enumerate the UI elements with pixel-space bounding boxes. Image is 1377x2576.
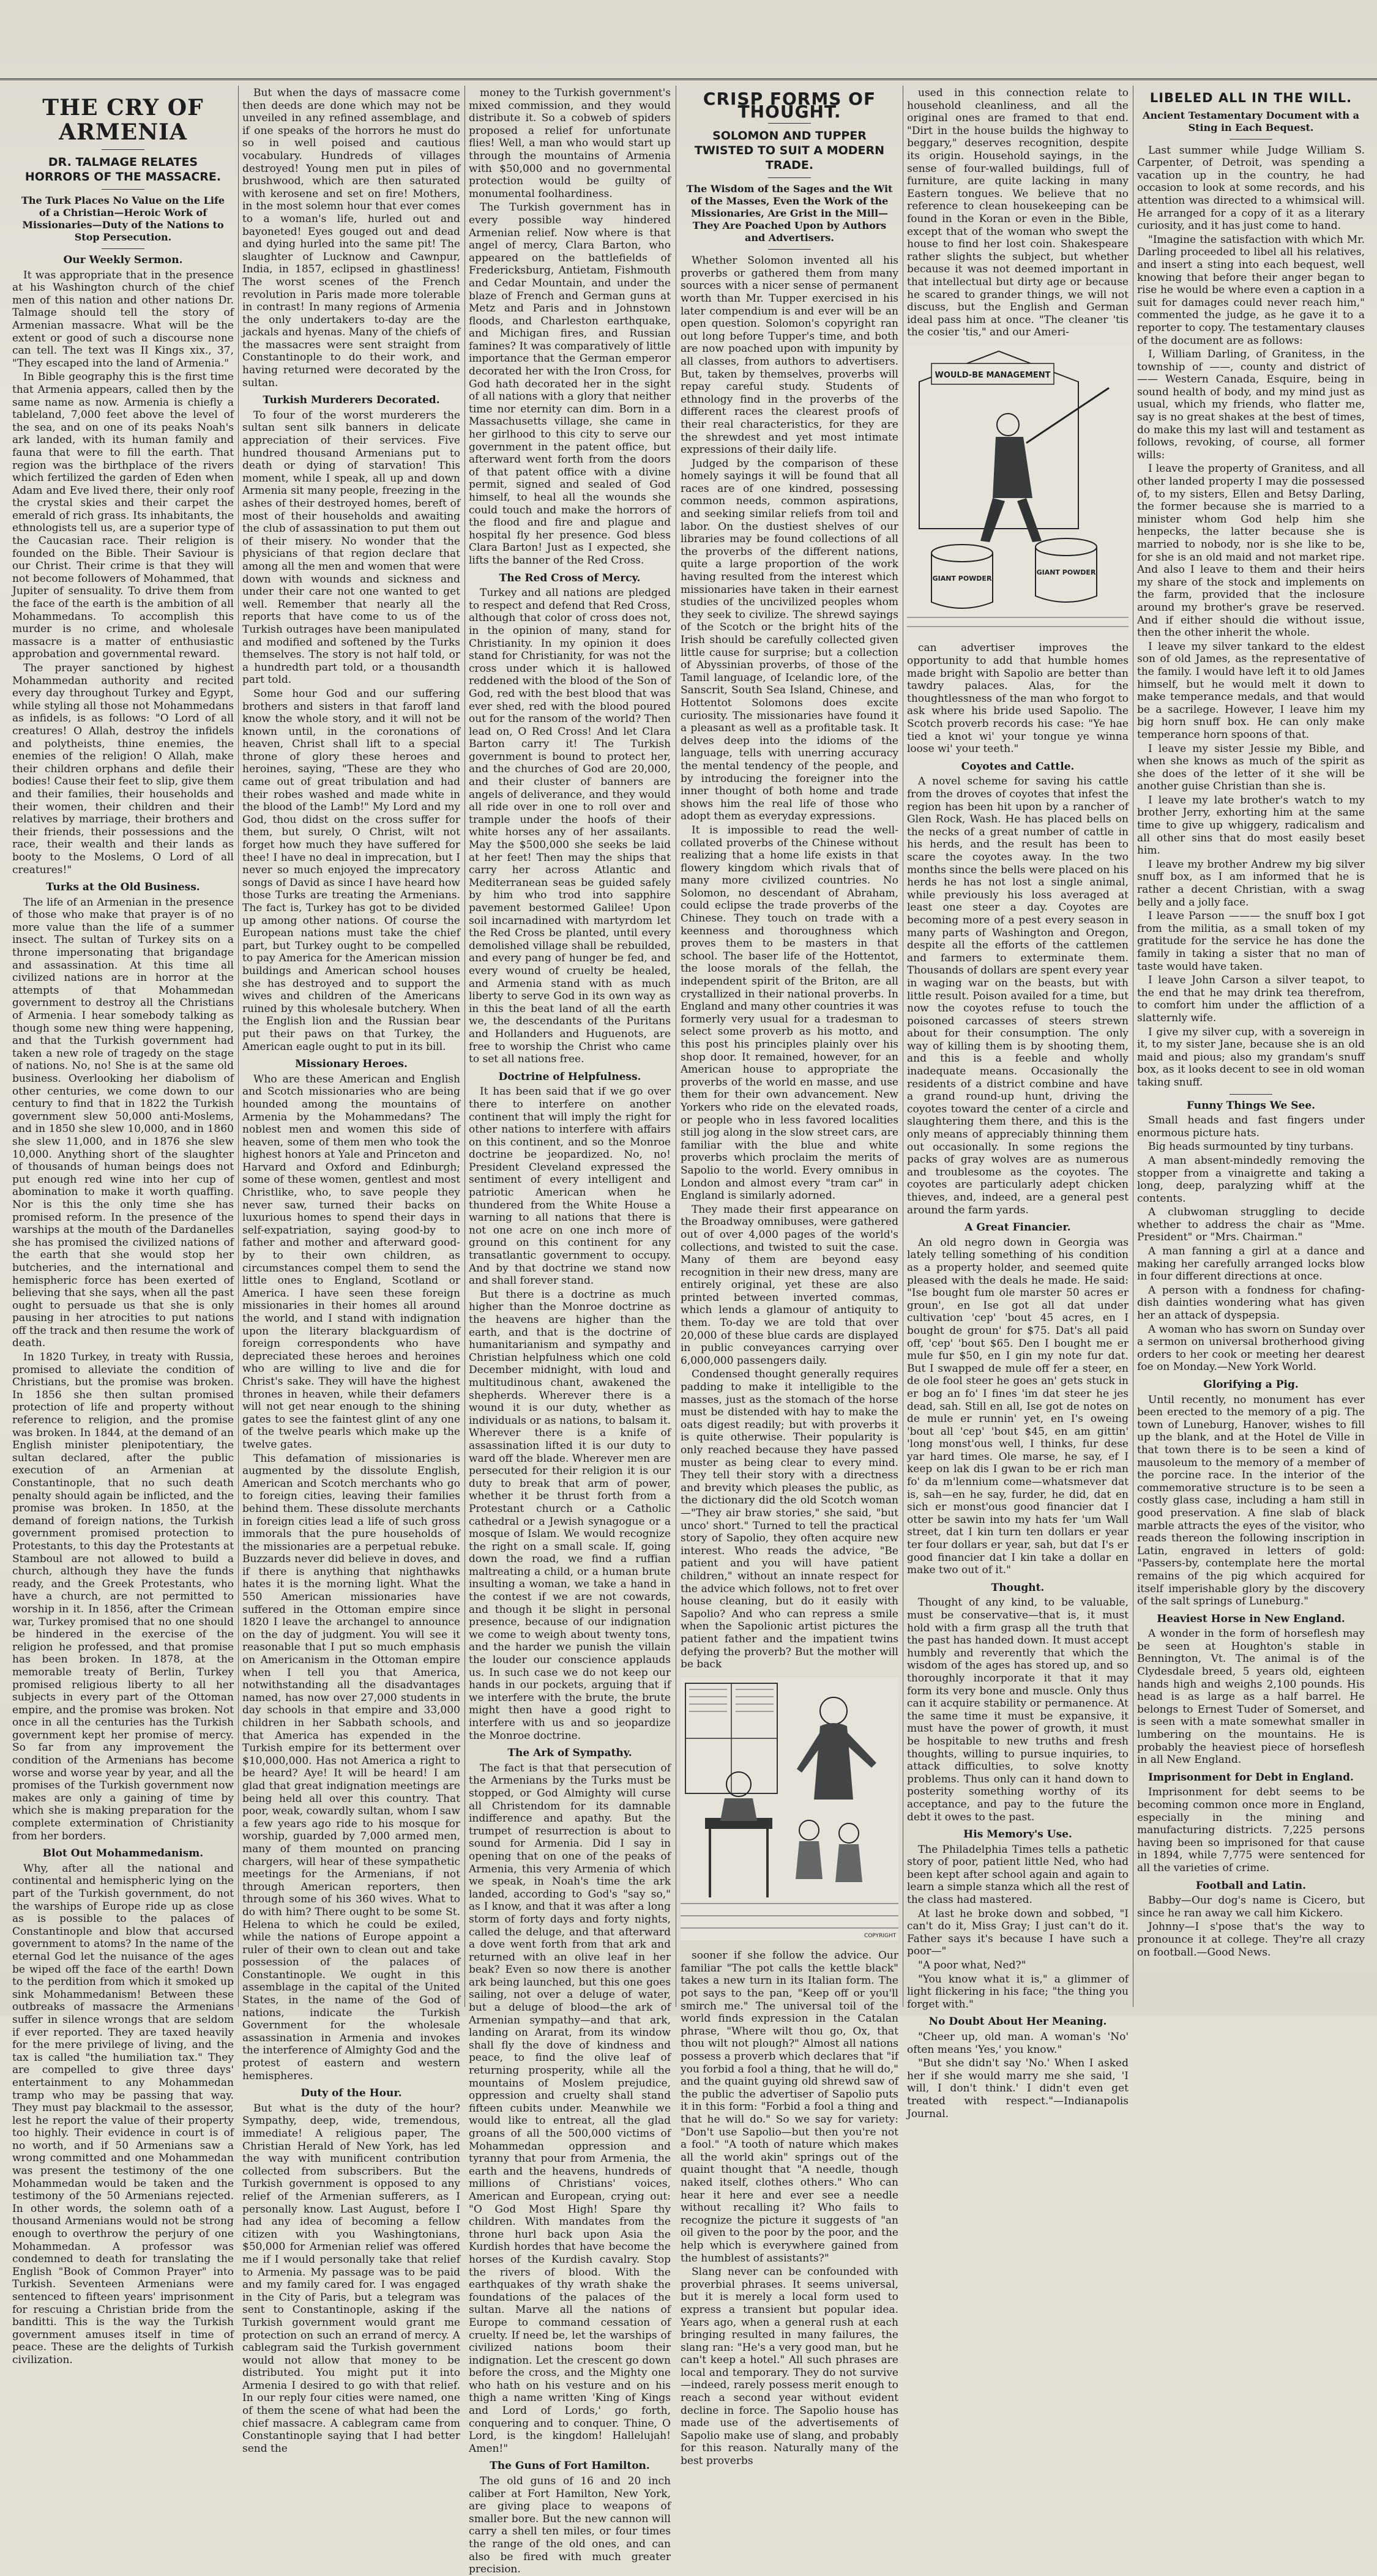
- divider: [1230, 139, 1272, 140]
- paragraph: Judged by the comparison of these homely sayings it will be found that all races are of one kindred, possessing common needs, common aspirations, and seeking similar reliefs from toil and labor. On the dustiest shelves of our libraries may be found collections of all the proverbs of the different nations, quite a large proportion of the work having resulted from the interest which missionaries have taken in their earnest studies of the uncivilized peoples whom they seek to civilize. The shrewd sayings of the Scotch or the bright hits of the Irish should be carefully collected given little cause for surprise; but a collection of Abyssinian proverbs, of those of the Tamil language, of Icelandic lore, of the Sanscrit, South Sea Island, Chinese, and Hottentot Solomons does excite curiosity. The missionaries have found it a pleasant as well as a profitable task. It delves deep into the idioms of the language, tells with unerring accuracy the mental tendency of the people, and by introducing the foreigner into the inner thought of both home and trade shows him the real life of those who adopt them as everyday expressions.: [681, 457, 898, 823]
- paragraph: used in this connection relate to household cleanliness, and all the original ones are framed to that end. "Dirt in the house builds the highway to beggary," deserves recognition, despite its origin. Household sayings, in the sense of four-walled buildings, full of furniture, are quite lacking in many Eastern tongues. We believe that no reference to clean housekeeping can be found in the Koran or even in the Bible, except that of the woman who swept the house to find her lost coin. Shakespeare rather slights the subject, but whether because it was not deemed important in that intellectual but dirty age or because he scared to grander things, we will not discuss, but the English and German ideal pass him at once. "The cleaner 'tis the cosier 'tis," and our Ameri-: [907, 87, 1129, 339]
- subhead-imprisonment: Imprisonment for Debt in England.: [1148, 1771, 1354, 1784]
- paragraph: "Cheer up, old man. A woman's 'No' often means 'Yes,' you know.": [907, 2031, 1129, 2056]
- column-6: [1137, 87, 1365, 2002]
- paragraph: The fact is that that persecution of the Armenians by the Turks must be stopped, or God Almighty will curse all Christendom for its damnable indifference and apathy. But the trumpet of resurrection is about to sound for Armenia. Did I say in opening that on one of the peaks of Armenia, this very Armenia of which we speak, in Noah's time the ark landed, according to God's "say so," as I know, and that it was after a long storm of forty days and forty nights, called the deluge, and that afterward a dove went forth from that ark and returned with an olive leaf in her beak? Even so now there is another ark being launched, but this one goes sailing, not over a deluge of water, but a deluge of blood—the ark of Armenian sympathy—and that ark, landing on Ararat, from its window shall fly the dove of kindness and peace, to find the olive leaf of returning prosperity, while all the mountains of Moslem prejudice, oppression and cruelty shall stand fifteen cubits under. Meanwhile we would like to entreat, all the glad groans of all the 500,000 victims of Mohammedan oppression and tyranny that pour from Armenia, the earth and the heavens, hundreds of millions of Christians' voices, American and European, crying out: "O God Most High! Spare thy children. With mandates from the throne hurl back upon Asia the Kurdish hordes that have become the horses of the Kurdish cavalry. Stop the rivers of blood. With the earthquakes of thy wrath shake the foundations of the palaces of the sultan. Marve all the nations of Europe to command cessation of cruelty. If need be, let the warships of civilized nations boom their indignation. Let the crescent go down before the cross, and the Mighty one who hath on his vesture and on his thigh a name written 'King of Kings and Lord of Lords,' go forth, conquering and to conquer. Thine, O Lord, is the kingdom! Hallelujah! Amen!": [469, 1762, 671, 2455]
- paragraph: can advertiser improves the opportunity to add that humble homes made bright with Sapolio are better than tawdry palaces. Alas, for the thoughtlessness of the man who forgot to ask where his bride used Sapolio. The Scotch proverb records his case: "Ye hae tied a knot wi' your tongue ye winna loose wi' your teeth.": [907, 642, 1129, 756]
- paragraph: Slang never can be confounded with proverbial phrases. It seems universal, but it is merely a local form used to express a transient but popular idea. Years ago, when a general rush at each bringing resulted in many failures, the slang ran: "He's a very good man, but he can't keep a hotel." All such phrases are local and temporary. They do not survive—indeed, rarely possess merit enough to reach a second year without evident decline in force. The Sapolio house has made use of the advertisements of Sapolio make use of slang, and probably for this reason. Naturally many of the best proverbs: [681, 2266, 898, 2468]
- subhead-ark-of-sympathy: The Ark of Sympathy.: [507, 1747, 632, 1760]
- paragraph: To four of the worst murderers the sultan sent silk banners in delicate appreciation of their services. Five hundred thousand Armenians put to death or dying of starvation! This moment, while I speak, all up and down Armenia sit many people, freezing in the ashes of their destroyed homes, bereft of most of their households and awaiting the club of assassination to put them out of their misery. No wonder that the physicians of that region declare that among all the men and women that were down with wounds and sickness and under their care not one wanted to get well. Remember that nearly all the reports that have come to us of the Turkish outrages have been manipulated and modified and softened by the Turks themselves. The story is not half told, or a hundredth part told, or a thousandth part told.: [242, 409, 460, 687]
- paragraph: I leave my brother Andrew my big silver snuff box, as I am informed that he is rather a decent Christian, with a swag belly and a jolly face.: [1137, 858, 1365, 909]
- paragraph: A person with a fondness for chafing-dish dainties wondering what has given her an attack of dyspepsia.: [1137, 1284, 1365, 1322]
- paragraph: Big heads surmounted by tiny turbans.: [1148, 1141, 1354, 1153]
- divider: [768, 177, 811, 178]
- paragraph: An old negro down in Georgia was lately telling something of his condition as a property holder, and seemed quite pleased with the deals he made. He said: "Ise bought fum ole marster 50 acres er groun', en Ise got all dat under cultivation 'cep' 'bout 45 acres, en I bought de groun' for $75. Dat's all paid off, 'cep' 'bout $65. Den I bought me er mule fur $50, en I gin my note fur dat. But I swapped de mule off fer a steer, en de ole fool steer he goes an' gets stuck in er bog an fo' I fines 'im dat steer he jes dead, sah. Still en all, Ise got de notes on de mule er runnin' yet, en I's oweing 'bout all 'cep' 'bout $45, en am gittin' 'long monst'ous well, I thinks, fur dese yar hard times. Ole marse, he say, ef I keep on lak dis I gwan to be er rich man fo' da m'lennium come—whatsmever dat is, sah—en he say, furder, he did, dat en sich er monst'ous good financier dat I otter be sawin into my hats fer 'um Wall street, dat I kin turn ten dollars er year ter four dollars er year, sah, but dat I's er good financier dat I kin take a dollar en make two out of it.": [907, 1236, 1129, 1577]
- subhead-memory-use: His Memory's Use.: [963, 1828, 1072, 1841]
- paragraph: A man fanning a girl at a dance and making her carefully arranged locks blow in four different directions at once.: [1137, 1245, 1365, 1283]
- advert-sign-text: WOULD-BE MANAGEMENT: [935, 370, 1051, 380]
- deck-testamentary: Ancient Testamentary Document with a Sting in Each Bequest.: [1143, 109, 1359, 133]
- paragraph: The old guns of 16 and 20 inch caliber at Fort Hamilton, New York, are giving place to weapons of smaller bore. But the new cannon will carry a shell ten miles, or four times the range of the old ones, and can also be fired with much greater precision.: [469, 2475, 671, 2576]
- paragraph: Who are these American and English and Scotch missionaries who are being hounded among the mountains of Armenia by the Mohammedans? The noblest men and women this side of heaven, some of them men who took the highest honors at Yale and Princeton and Harvard and Oxford and Edinburgh; some of these women, gentlest and most Christlike, who, to save people they never saw, turned their backs on luxurious homes to spend their days in self-expatriation, saying good-by to father and mother and afterward good-by to their own children, as circumstances compel them to send the little ones to England, Scotland or America. I have seen these foreign missionaries in their homes all around the world, and I stand with indignation upon the literary blackguardism of foreign correspondents who have depreciated these heroes and heroines who are willing to live and die for Christ's sake. They will have the highest thrones in heaven, while their defamers will not get near enough to the shining gates to see the faintest glint of any one of the twelve pearls which make up the twelve gates.: [242, 1073, 460, 1451]
- paragraph: A novel scheme for saving his cattle from the droves of coyotes that infest the region has been hit upon by a rancher of Glen Rock, Wash. He has placed bells on the necks of a great number of cattle in his herds, and the result has been to scare the coyotes away. In the two months since the bells were placed on his herds he has not lost a single animal, while previously his loss averaged at least one steer a day. Coyotes are becoming more of a pest every season in many parts of Washington and Oregon, despite all the efforts of the cattlemen and farmers to exterminate them. Thousands of dollars are spent every year in waging war on the beasts, but with little result. Poison availed for a time, but now the coyotes refuse to touch the poisoned carcasses of steers strewn about for their consumption. The only way of killing them is by shooting them, and this is a feeble and wholly inadequate means. Occasionally the residents of a district combine and have a grand round-up hunt, driving the coyotes toward the center of a circle and slaughtering them there, and this is the only means of appreciably thinning them out occasionally. In some regions the packs of gray wolves are as numerous and troublesome as the coyotes. The coyotes are particularly adept chicken thieves, and, indeed, are a general pest around the farm yards.: [907, 775, 1129, 1216]
- powder-illustration: [907, 345, 1129, 636]
- paragraph: "But she didn't say 'No.' When I asked her if she would marry me she said, 'I will, I don't think.' I didn't even get treated with respect."—Indianapolis Journal.: [907, 2057, 1129, 2120]
- headline-cry-of-armenia: THE CRY OF ARMENIA: [42, 95, 204, 145]
- subhead-funny-things: Funny Things We See.: [1186, 1099, 1316, 1112]
- paragraph: It is impossible to read the well-collated proverbs of the Chinese without realizing that a home life exists in that flowery kingdom which rivals that of many more civilized countries. No Solomon, no descendant of Abraham, could eclipse the trade proverbs of the Chinese. They touch on trade with a keenness and thoroughness which proves them to be masters in that school. The baser life of the Hottentot, the loose morals of the fellah, the independent spirit of the Briton, are all crystallized in their national proverbs. In England and many other countries it was formerly very usual for a tradesman to select some proverb as his motto, and this post his principles plainly over his shop door. It remained, however, for an American house to appropriate the proverbs of the world en masse, and use them for their own advancement. New Yorkers who ride on the elevated roads, or people who in less favored localities still jog along in the slow street cars, are familiar with the blue and white proverbs which proclaim the merits of Sapolio to the world. Every omnibus in London and almost every "tram car" in England is similarly adorned.: [681, 824, 898, 1202]
- subdeck-turk: The Turk Places No Value on the Life of a Christian—Heroic Work of Missionaries—Duty of the Nations to Stop Persecution.: [21, 195, 225, 243]
- paragraph: At last he broke down and sobbed, "I can't do it, Miss Gray; I just can't do it. Father says it's because I have such a poor—": [907, 1907, 1129, 1958]
- headline-crisp-forms: CRISP FORMS OF THOUGHT.: [703, 89, 876, 122]
- subhead-red-cross: The Red Cross of Mercy.: [499, 571, 641, 584]
- paragraph: Babby—Our dog's name is Cicero, but since he ran away we call him Kickero.: [1137, 1894, 1365, 1919]
- subhead-coyotes: Coyotes and Cattle.: [961, 760, 1075, 773]
- subhead-murderers-decorated: Turkish Murderers Decorated.: [263, 394, 440, 407]
- subhead-weekly-sermon: Our Weekly Sermon.: [63, 254, 183, 266]
- headline-libeled: LIBELED ALL IN THE WILL.: [1149, 91, 1353, 105]
- paragraph: Last summer while Judge William S. Carpenter, of Detroit, was spending a vacation up in the country, he had occasion to look at some records, and his attention was directed to a whimsical will. He arranged for a copy of it as a literary curiosity, and it has just come to hand.: [1137, 144, 1365, 233]
- paragraph: In 1820 Turkey, in treaty with Russia, promised to alleviate the condition of Christians, but the promise was broken. In 1856 she then sultan promised protection of life and property without reference to religion, and the promise was broken. In 1844, at the demand of an English minister plenipotentiary, the sultan declared, after the public execution of an Armenian at Constantinople, that no such death penalty should again be inflicted, and the promise was broken. In 1850, at the demand of foreign nations, the Turkish government promised protection to Protestants, to this day the Protestants at Stamboul are not allowed to build a church, although they have the funds ready, and the Greek Protestants, who have a church, are not permitted to worship in it. In 1856, after the Crimean war, Turkey promised that no one should be hindered in the exercise of the religion he professed, and that promise has been broken. In 1878, at the memorable treaty of Berlin, Turkey promised religious liberty to all her subjects in every part of the Ottoman empire, and the promise was broken. Not once in all the centuries has the Turkish government kept her promise of mercy. So far from any improvement the condition of the Armenians has become worse and worse year by year, and all the promises of the Turkish government now makes are only a gaining of time by which she is making preparation for the complete extermination of Christianity from her borders.: [12, 1351, 234, 1842]
- powder-label-right: GIANT POWDER: [1036, 568, 1096, 576]
- column-3: [469, 87, 671, 2576]
- paragraph: But there is a doctrine as much higher than the Monroe doctrine as the heavens are higher than the earth, and that is the doctrine of humanitarianism and sympathy and Christian helpfulness which one cold December midnight, with loud and multitudinous chant, awakened the shepherds. Wherever there is a wound it is our duty, whether as individuals or as nations, to balsam it. Wherever there is a knife of assassination lifted it is our duty to ward off the blade. Wherever men are persecuted for their religion it is our duty to break that arm of power, whether it be thrust forth from a Protestant church or a Catholic cathedral or a Jewish synagogue or a mosque of Islam. We would recognize the right on a small scale. If, going down the road, we find a ruffian maltreating a child, or a human brute insulting a woman, we take a hand in the contest if we are not cowards, and though it be slight in personal presence, because of our indignation we come to weigh about twenty tons, and the harder we punish the villain the louder our conscience applauds us. In such case we do not keep our hands in our pockets, arguing that if we interfere with the brute, the brute might then have a good right to interfere with us and so jeopardize the Monroe doctrine.: [469, 1288, 671, 1742]
- paragraph: "You know what it is," a glimmer of light flickering in his face; "the thing you forget with.": [907, 1973, 1129, 2011]
- column-5: [907, 87, 1129, 2120]
- divider: [768, 123, 811, 124]
- paragraph: The life of an Armenian in the presence of those who make that prayer is of no more value than the life of a summer insect. The sultan of Turkey sits on a throne impersonating that brigandage and assassination. At this time all civilized nations are in horror at the attempts of that Mohammedan government to destroy all the Christians of Armenia. I hear somebody talking as though some new thing were happening, and that the Turkish government had taken a new role of tragedy on the stage of nations. No, no! She is at the same old business. Overlooking her diabolism of other centuries, we come down to our century to find that in 1822 the Turkish government slew 50,000 anti-Moslems, and in 1850 she slew 10,000, and in 1860 she slew 11,000, and in 1876 she slew 10,000. Anything short of the slaughter of thousands of human beings does not put enough red wine into her cup of abomination to make it worth quaffing. Nor is this the only time she has promised reform. In the presence of the warships at the mouth of the Dardanelles she has promised the civilized nations of the earth that she would stop her butcheries, and the international and hemispheric force has been exerted of believing that she says, when all the past ought to persuade us that she is only pausing in her atrocities to put nations off the track and then resume the work of death.: [12, 896, 234, 1350]
- paragraph: I leave my sister Jessie my Bible, and when she knows as much of the spirit as she does of the letter of it she will be another guise Christian than she is.: [1137, 742, 1365, 793]
- paragraph: I give my silver cup, with a sovereign in it, to my sister Jane, because she is an old maid and pious; also my grandam's snuff box, as it looks decent to see in old woman taking snuff.: [1137, 1026, 1365, 1089]
- paragraph: I, William Darling, of Granitess, in the township of ——, county and district of —— Western Canada, Esquire, being in sound health of body, and my mind just as usual, which my friends, who flatter me, say is no great shakes at the best of times, do make this my last will and testament as follows, revoking, of course, all former wills:: [1137, 348, 1365, 461]
- divider: [102, 248, 144, 249]
- subhead-fort-hamilton: The Guns of Fort Hamilton.: [490, 2460, 650, 2473]
- paragraph: A woman who has sworn on Sunday over a sermon on universal brotherhood giving orders to her cook or meeting her dearest foe on Monday.—New York World.: [1137, 1323, 1365, 1374]
- column-4: [681, 87, 898, 2468]
- paragraph: Until recently, no monument has ever been erected to the memory of a pig. The town of Luneburg, Hanover, wishes to fill up the blank, and at the Hotel de Ville in that town there is to be seen a kind of mausoleum to the memory of a member of the porcine race. In the interior of the commemorative structure is to be seen a costly glass case, including a ham still in good preservation. A fine slab of black marble attracts the eyes of the visitor, who reads thereon the following inscription in Latin, engraved in letters of gold: "Passers-by, contemplate here the mortal remains of the pig which acquired for itself imperishable glory by the discovery of the salt springs of Luneburg.": [1137, 1393, 1365, 1608]
- paragraph: I leave my late brother's watch to my brother Jerry, exhorting him at the same time to give up whiggery, radicalism and all other sins that do most easily beset him.: [1137, 794, 1365, 857]
- deck-solomon-tupper: SOLOMON AND TUPPER TWISTED TO SUIT A MODERN TRADE.: [694, 129, 885, 173]
- paragraph: Whether Solomon invented all his proverbs or gathered them from many sources with a nicer sense of permanent worth than Mr. Tupper exercised in his later compendium is and ever will be an open question. Solomon's copyright ran out long before Tupper's time, and both are now poached upon with impunity by all classes, from authors to advertisers. But, taken by themselves, proverbs will repay careful study. Students of ethnology find in the proverbs of the different races the clearest proofs of their real characteristics, for they are the shrewdest and yet most intimate expressions of their daily life.: [681, 255, 898, 456]
- paragraph: I leave Parson ——— the snuff box I got from the militia, as a small token of my gratitude for the service he has done the family in taking a sister that no man of taste would have taken.: [1137, 910, 1365, 973]
- paragraph: This defamation of missionaries is augmented by the dissolute English, American and Scotch merchants who go to foreign cities, leaving their families behind them. These dissolute merchants in foreign cities lead a life of such gross immorals that the pure households of the missionaries are a perpetual rebuke. Buzzards never did believe in doves, and if there is anything that nighthawks hates it is the morning light. What the 550 American missionaries have suffered in the Ottoman empire since 1820 I leave the archangel to announce on the day of judgment. You will see it reasonable that I put so much emphasis on Americanism in the Ottoman empire when I tell you that America, notwithstanding all the disadvantages named, has now over 27,000 students in day schools in that empire and 33,000 children in her Sabbath schools, and that America has expended in the Turkish empire for its betterment over $10,000,000. Has not America a right to be heard? Aye! It will be heard! I am glad that great indignation meetings are being held all over this country. That poor, weak, cowardly sultan, whom I saw a few years ago ride to his mosque for worship, guarded by 7,000 armed men, many of them mounted on prancing chargers, will hear of these sympathetic meetings for the Armenians, if not through American reporters, then through some of his 360 wives. What to do with him? There ought to be some St. Helena to which he could be exiled, while the nations of Europe appoint a ruler of their own to clean out and take possession of the palaces of Constantinople. We ought in this assemblage in the capital of the United States, in the name of the God of nations, indicate the Turkish Government for the wholesale assassination in Armenia and invokes the interference of Almighty God and the protest of eastern and western hemispheres.: [242, 1452, 460, 2082]
- subhead-helpfulness: Doctrine of Helpfulness.: [498, 1070, 641, 1083]
- paragraph: Johnny—I s'pose that's the way to pronounce it at college. They're all crazy on football.—Good News.: [1137, 1921, 1365, 1959]
- paragraph: It has been said that if we go over there to interfere on another continent that will imply the right for other nations to interfere with affairs on this continent, and so the Monroe doctrine be jeopardized. No, no! President Cleveland expressed the sentiment of every intelligent and patriotic American when he thundered from the White House a warning to all nations that there is not one acre on one inch more of ground on this continent for any transatlantic government to occupy. And by that doctrine we stand now and shall forever stand.: [469, 1085, 671, 1287]
- column-2: [242, 87, 460, 2455]
- column-rule: [238, 86, 239, 2007]
- paragraph: I leave the property of Granitess, and all other landed property I may die possessed of, to my sisters, Ellen and Betsy Darling, the former because she is married to a minister whom God help him she henpecks, the latter because she is married to nobody, nor is she like to be, for she is an old maid and not market ripe. And also I leave to them and their heirs my share of the stock and implements on the farm, provided that the inclosure around my brother's grave be reserved. And if either should die without issue, then the other inherit the whole.: [1137, 463, 1365, 639]
- subhead-blot-out: Blot Out Mohammedanism.: [42, 1847, 204, 1860]
- deck-talmage: DR. TALMAGE RELATES HORRORS OF THE MASSACRE.: [24, 155, 222, 184]
- paragraph: Turkey and all nations are pledged to respect and defend that Red Cross, although that color of cross does not, in the opinion of many, stand for Christianity. In my opinion it does stand for Christianity, for was not the cross under which it is hallowed reddened with the blood of the Son of God, red with the best blood that was ever shed, red with the blood poured out for the ransom of the world? Then lead on, O Red Cross! And let Clara Barton carry it! The Turkish government is bound to protect her, and the churches of God are 20,000, and their cluster of banners are angels of deliverance, and they would all ride over in one to roll over and trample under the hoofs of their white horses any of her assailants. May the $500,000 she seeks be laid at her feet! Then may the ships that carry her across Atlantic and Mediterranean seas be guided safely by him who trod into sapphire pavement bestormed Galilee! Upon soil incarnadined with martyrdom let the Red Cross be planted, until every demolished village shall be rebuilded, and every pang of hunger be fed, and every wound of cruelty be healed, and Armenia stand with as much liberty to serve God in its own way as in this the beat land of all the earth we, the descendants of the Puritans and Hollanders and Huguenots, are free to worship the Christ who came to set all nations free.: [469, 587, 671, 1066]
- paragraph: Some hour God and our suffering brothers and sisters in that faroff land know the whole story, and it will not be known until, in the coronations of heaven, Christ shall lift to a special throne of glory these heroes and heroines, saying, "These are they who came out of great tribulation and had their robes washed and made white in the blood of the Lamb!" My Lord and my God, thou didst on the cross suffer for them, but surely, O Christ, wilt not forget how much they have suffered for thee! I have no deal in imprecation, but I never so much enjoyed the imprecatory songs of David as since I have heard how those Turks are treating the Armenians. The fact is, Turkey has got to be divided up among other nations. Of course the European nations must take the chief part, but Turkey ought to be compelled to pay America for the American mission buildings and American school houses she has destroyed and to support the wives and children of the Americans ruined by this wholesale butchery. When the English lion and the Russian bear put their paws on that Turkey, the American eagle ought to put in its bill.: [242, 687, 460, 1053]
- family-scene-icon: [681, 1677, 898, 1940]
- paragraph: In Bible geography this is the first time that Armenia appears, called then by the same name as now. Armenia is chiefly a tableland, 7,000 feet above the level of the sea, and on one of its peaks Noah's ark landed, with its human family and fauna that were to fill the earth. That region was the birthplace of the rivers which fertilized the garden of Eden when Adam and Eve lived there, their only roof the crystal skies and their carpet the emerald of rich grass. Its inhabitants, the ethnologists tell us, are a superior type of the Caucasian race. Their religion is founded on the Bible. Their Saviour is our Christ. Their crime is that they will not become followers of Mohammed, that Jupiter of sensuality. To drive them from the face of the earth is the ambition of all Mohammedans. To accomplish this murder is no crime, and wholesale massacre is a matter of enthusiastic approbation and governmental reward.: [12, 371, 234, 661]
- subhead-thought: Thought.: [991, 1581, 1045, 1594]
- subhead-financier: A Great Financier.: [965, 1221, 1071, 1234]
- paragraph: I leave my silver tankard to the eldest son of old James, as the representative of the family. I would have left it to old James himself, but he would melt it down to make temperance medals, and that would be a sacrilege. However, I leave him my big horn snuff box. He can only make temperance horn spoons of that.: [1137, 640, 1365, 741]
- paragraph: But when the days of massacre come then deeds are done which may not be unveiled in any refined assemblage, and if one speaks of the horrors he must do so in well poised and cautious vocabulary. Hundreds of villages destroyed! Young men put in piles of brushwood, which are then saturated with kerosene and set on fire! Mothers, in the most solemn hour that ever comes to a woman's life, hurled out and bayoneted! Eyes gouged out and dead and dying hurled into the same pit! The slaughter of Lucknow and Cawnpur, India, in 1857, eclipsed in ghastliness! The worst scenes of the French revolution in Paris made more tolerable in contrast! In many regions of Armenia the only undertakers to-day are the jackals and hyenas. Many of the chiefs of the massacres were sent straight from Constantinople to do their work, and having returned were decorated by the sultan.: [242, 87, 460, 389]
- divider: [102, 149, 144, 150]
- paragraph: money to the Turkish government's mixed commission, and they would distribute it. So a cobweb of spiders proposed a relief for unfortunate flies! Well, a man who would start up through the mountains of Armenia with $50,000 and no governmental protection would be guilty of monumental foolhardiness.: [469, 87, 671, 200]
- paragraph: The Turkish government has in every possible way hindered Armenian relief. Now where is that angel of mercy, Clara Barton, who appeared on the battlefields of Fredericksburg, Antietam, Fishmouth and Cedar Mountain, and under the blaze of French and German guns at Metz and Paris and in Johnstown floods, and Charleston earthquake, and Michigan fires, and Russian famines? It was comparatively of little importance that the German emperor decorated her with the Iron Cross, for God hath decorated her in the sight of all nations with a glory that neither time nor eternity can dim. Born in a Massachusetts village, she came in her girlhood to this city to serve our government in the patent office, but afterward went forth from the doors of that patent office with a divine permit, signed and sealed of God himself, to heal all the wounds she could touch and make the horrors of the flood and fire and plague and hospital fly her presence. God bless Clara Barton! Just as I expected, she lifts the banner of the Red Cross.: [469, 201, 671, 567]
- subhead-heaviest-horse: Heaviest Horse in New England.: [1157, 1612, 1345, 1625]
- subhead-missionary-heroes: Missionary Heroes.: [295, 1058, 408, 1071]
- paragraph: Thought of any kind, to be valuable, must be conservative—that is, it must hold with a firm grasp all the truth that the past has handed down. It must accept humbly and reverently that which the wisdom of the ages has stored up, and so thoroughly incorporate it that it may form its very bone and muscle. Only thus can it acquire stability or permanence. At the same time it must be expansive, it must have the power of growth, it must be hospitable to new truths and fresh thoughts, willing to pursue inquiries, to attack difficulties, to solve knotty problems. Thus only can it hand down to posterity something worthy of its acceptance, and pay to the future the debt it owes to the past.: [907, 1596, 1129, 1823]
- paragraph: Condensed thought generally requires padding to make it intelligible to the masses, just as the stomach of the horse must be distended with hay to make the oats digest readily; but with proverbs it is quite otherwise. Their popularity is only reached because they have passed muster as being clear to every mind. They tell their story with a directness and brevity which pleases the public, as the dictionary did the old Scotch woman—"They air braw stories," she said, "but unco' short." Turned to tell the practical story of Sapolio, they often acquire new interest. Who reads the advice, "Be patient and you will have patient children," without an innate respect for the advice which follows, not to fret over house cleaning, but do it easily with Sapolio? And who can repress a smile when the Sapolionic artist pictures the patient father and the impatient twins defying the proverb? But the mother will be back: [681, 1368, 898, 1671]
- divider: [102, 189, 144, 190]
- subhead-glorifying-pig: Glorifying a Pig.: [1203, 1379, 1299, 1391]
- paragraph: "Imagine the satisfaction with which Mr. Darling proceeded to libel all his relatives, and insert a sting into each bequest, well knowing that before their anger began to rise he would be where even a caption in a suit for damages could never reach him," commented the judge, as he gave it to a reporter to copy. The testamentary clauses of the document are as follows:: [1137, 233, 1365, 347]
- subhead-football-latin: Football and Latin.: [1195, 1879, 1307, 1892]
- paragraph: It was appropriate that in the presence at his Washington church of the chief men of this nation and other nations Dr. Talmage should tell the story of Armenian massacre. What will be the extent or good of such a discourse none can tell. The text was II Kings xix., 37, "They escaped into the land of Armenia.": [12, 269, 234, 370]
- paragraph: They made their first appearance on the Broadway omnibuses, were gathered out of over 4,000 pages of the world's collections, and twisted to suit the case. Many of them are beyond easy recognition in their new dress, many are entirely original, yet these are also printed between inverted commas, which lends a glamour of antiquity to them. To-day we are told that over 20,000 of these blue cards are displayed in public conveyances carrying over 6,000,000 passengers daily.: [681, 1203, 898, 1367]
- subdeck-wisdom: The Wisdom of the Sages and the Wit of the Masses, Even the Work of the Missionaries, Are Grist in the Mill—They Are Poached Upon by Authors and Advertisers.: [686, 183, 893, 244]
- paragraph: Why, after all the national and continental and hemispheric lying on the part of the Turkish government, do not the warships of Europe ride up as close as is possible to the palaces of Constantinople and blow that accursed government to atoms? In the name of the eternal God let the nuisance of the ages be wiped off the face of the earth! Down to the perdition from which it smoked up sink Mohammedanism! Between these outbreaks of massacre the Armenians suffer in silence wrongs that are seldom if ever reported. They are taxed heavily for the mere privilege of living, and the tax is called "the humiliation tax." They are compelled to give three days' entertainment to any Mohammedan tramp who may be passing that way. They must pay blackmail to the assessor, lest he report the value of their property too highly. Their evidence in court is of no worth, and if 50 Armenians saw a wrong committed and one Mohammedan was present the testimony of the one Mohammedan would be taken and the testimony of the 50 Armenians rejected. In other words, the solemn oath of a thousand Armenians would not be strong enough to overthrow the perjury of one Mohammedan. A professor was condemned to death for translating the English "Book of Common Prayer" into Turkish. Seventeen Armenians were sentenced to fifteen years' imprisonment for rescuing a Christian bride from the banditti. This is the way the Turkish government amuses itself in time of peace. These are the delights of Turkish civilization.: [12, 1862, 234, 2366]
- paragraph: The Philadelphia Times tells a pathetic story of poor, patient little Ned, who had been kept after school again and again to learn a simple stanza which all the rest of the class had mastered.: [907, 1843, 1129, 1907]
- paragraph: A wonder in the form of horseflesh may be seen at Houghton's stable in Bennington, Vt. The animal is of the Clydesdale breed, 5 years old, eighteen hands high and weighs 2,100 pounds. His head is as large as a half barrel. He belongs to Ernest Tuder of Somerset, and is seen with a mate somewhat smaller in lumbering on the mountains. He is probably the heaviest piece of horseflesh in all New England.: [1137, 1628, 1365, 1766]
- paragraph: The prayer sanctioned by highest Mohammedan authority and recited every day throughout Turkey and Egypt, while styling all those not Mohammedans as infidels, is as follows: "O Lord of all creatures! O Allah, destroy the infidels and polytheists, thine enemies, the enemies of the religion! O Allah, make their children orphans and defile their bodies! Cause their feet to slip, give them and their families, their households and their women, their children and their relatives by marriage, their brothers and their friends, their possessions and the race, their wealth and their lands as booty to the Moslems, O Lord of all creatures!": [12, 662, 234, 876]
- paragraph: Small heads and fast fingers under enormous picture hats.: [1137, 1114, 1365, 1139]
- paragraph: But what is the duty of the hour? Sympathy, deep, wide, tremendous, immediate! A religious paper, The Christian Herald of New York, has led the way with munificent contribution collected from subscribers. But the Turkish government is opposed to any relief of the Armenian sufferers, as I personally know. Last August, before I had any idea of becoming a fellow citizen with you Washingtonians, $50,000 for Armenian relief was offered me if I would personally take that relief to Armenia. My passage was to be paid and my family cared for. I was engaged in the City of Paris, but a telegram was sent to Constantinople, asking if the Turkish government would grant me protection on such an errand of mercy. A cablegram said the Turkish government would not allow that money to be distributed. You might put it into Armenia I desired to go with that relief. In our reply four cities were named, one of them the scene of what had been the chief massacre. A cablegram came from Constantinople saying that I had better send the: [242, 2102, 460, 2455]
- giant-powder-scene-icon: [907, 345, 1129, 633]
- family-illustration: [681, 1677, 898, 1944]
- column-1: [12, 87, 234, 2366]
- paragraph: A clubwoman struggling to decide whether to address the chair as "Mme. President" or "Mrs. Chairman.": [1137, 1206, 1365, 1244]
- subhead-turks-old-business: Turks at the Old Business.: [46, 881, 200, 894]
- subhead-no-doubt: No Doubt About Her Meaning.: [928, 2016, 1107, 2028]
- powder-label-left: GIANT POWDER: [932, 574, 992, 583]
- masthead-rule: [0, 78, 1377, 80]
- paragraph: I leave John Carson a silver teapot, to the end that he may drink tea therefrom, to comfort him under the affliction of a slatternly wife.: [1137, 974, 1365, 1024]
- paragraph: sooner if she follow the advice. Our familiar "The pot calls the kettle black" takes a new turn in its Italian form. The pot says to the pan, "Keep off or you'll smirch me." The universal toil of the world finds expression in the Catalan phrase, "Where wilt thou go, Ox, that thou wilt not plough?" Almost all nations possess a proverb which declares that "if you forbid a fool a thing, that he will do," and the quaint guying old shrewd saw of the public the advertiser of Sapolio puts it in this form: "Forbid a fool a thing and that he will do." So we say for variety: "Don't use Sapolio—but then you're not a fool." "A tooth of nature which makes all the world akin" springs out of the quaint thought that "A needle, though naked itself, clothes others." Who can hear it here and ever see a needle without recalling it? Who fails to recognize the picture it suggests of "an oil given to the poor by the poor, and the help which is everywhere gained from the humblest of assistants?": [681, 1949, 898, 2265]
- paragraph: "A poor what, Ned?": [918, 1959, 1026, 1972]
- subhead-duty-of-hour: Duty of the Hour.: [300, 2087, 402, 2100]
- copyright-label: COPYRIGHT: [864, 1932, 897, 1939]
- paragraph: Imprisonment for debt seems to be becoming common once more in England, especially in the mining and manufacturing districts. 7,225 persons having been so imprisoned for that cause in 1894, while 7,775 were sentenced for all the varieties of crime.: [1137, 1786, 1365, 1874]
- divider: [1230, 1094, 1272, 1095]
- paragraph: A man absent-mindedly removing the stopper from a vinaigrette and taking a long, deep, paralyzing whiff at the contents.: [1137, 1154, 1365, 1205]
- divider: [768, 249, 811, 250]
